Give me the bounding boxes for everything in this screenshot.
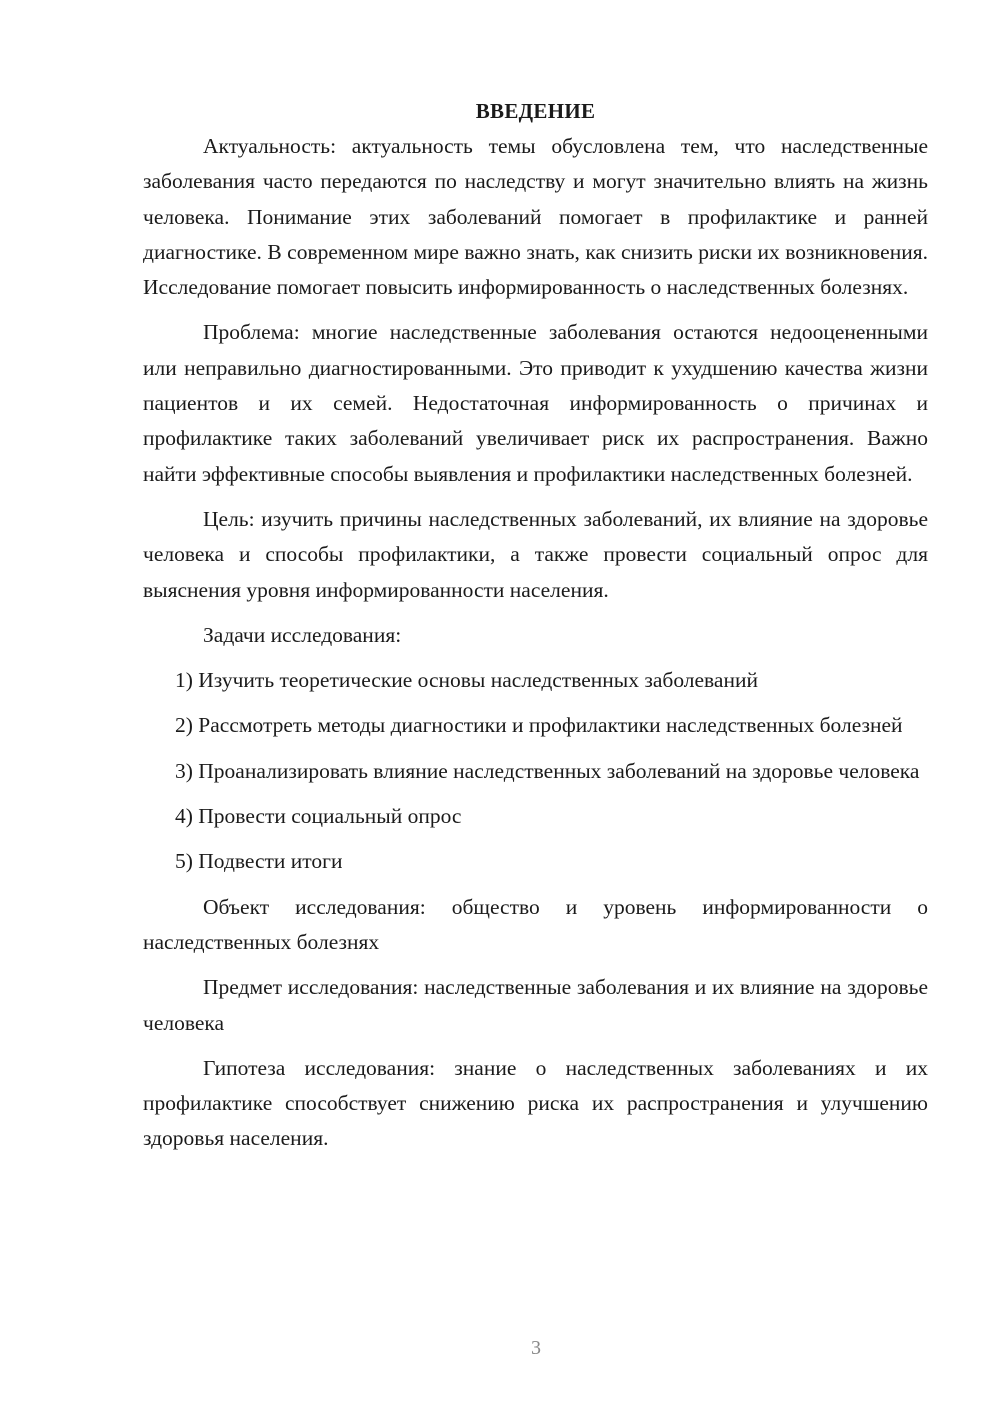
paragraph-subject: Предмет исследования: наследственные заболевания и их влияние на здоровье человека (143, 975, 928, 1035)
paragraph-goal: Цель: изучить причины наследственных заболеваний, их влияние на здоровье человека и способы профилактики, а также провести социальный опрос для выяснения уровня информированности населения. (143, 506, 928, 602)
list-item-task-5: 5) Подвести итоги (175, 849, 343, 874)
list-item-task-3: 3) Проанализировать влияние наследственных заболеваний на здоровье человека (175, 758, 920, 783)
page-title: ВВЕДЕНИЕ (475, 99, 596, 123)
document-page (143, 94, 928, 1157)
paragraph-tasks-heading: Задачи исследования: (203, 622, 402, 647)
list-item-task-4: 4) Провести социальный опрос (175, 804, 462, 829)
page-number: 3 (531, 1337, 541, 1359)
list-item-task-2: 2) Рассмотреть методы диагностики и профилактики наследственных болезней (175, 713, 903, 738)
paragraph-object: Объект исследования: общество и уровень информированности о наследственных болезнях (143, 894, 928, 954)
list-item-task-1: 1) Изучить теоретические основы наследственных заболеваний (175, 668, 758, 693)
paragraph-relevance: Актуальность: актуальность темы обусловлена тем, что наследственные заболевания часто передаются по наследству и могут значительно влиять на жизнь человека. Понимание этих заболеваний помогает в профилактике и ранней диагностике. В современном мире важно знать, как снизить риски их возникновения. Исследование помогает повысить информированность о наследственных болезнях. (143, 134, 928, 300)
paragraph-problem: Проблема: многие наследственные заболевания остаются недооцененными или неправильно диагностированными. Это приводит к ухудшению качества жизни пациентов и их семей. Недостаточная информированность о причинах и профилактике таких заболеваний увеличивает риск их распространения. Важно найти эффективные способы выявления и профилактики наследственных болезней. (143, 320, 928, 486)
paragraph-hypothesis: Гипотеза исследования: знание о наследственных заболеваниях и их профилактике способствует снижению риска их распространения и улучшению здоровья населения. (143, 1055, 928, 1151)
